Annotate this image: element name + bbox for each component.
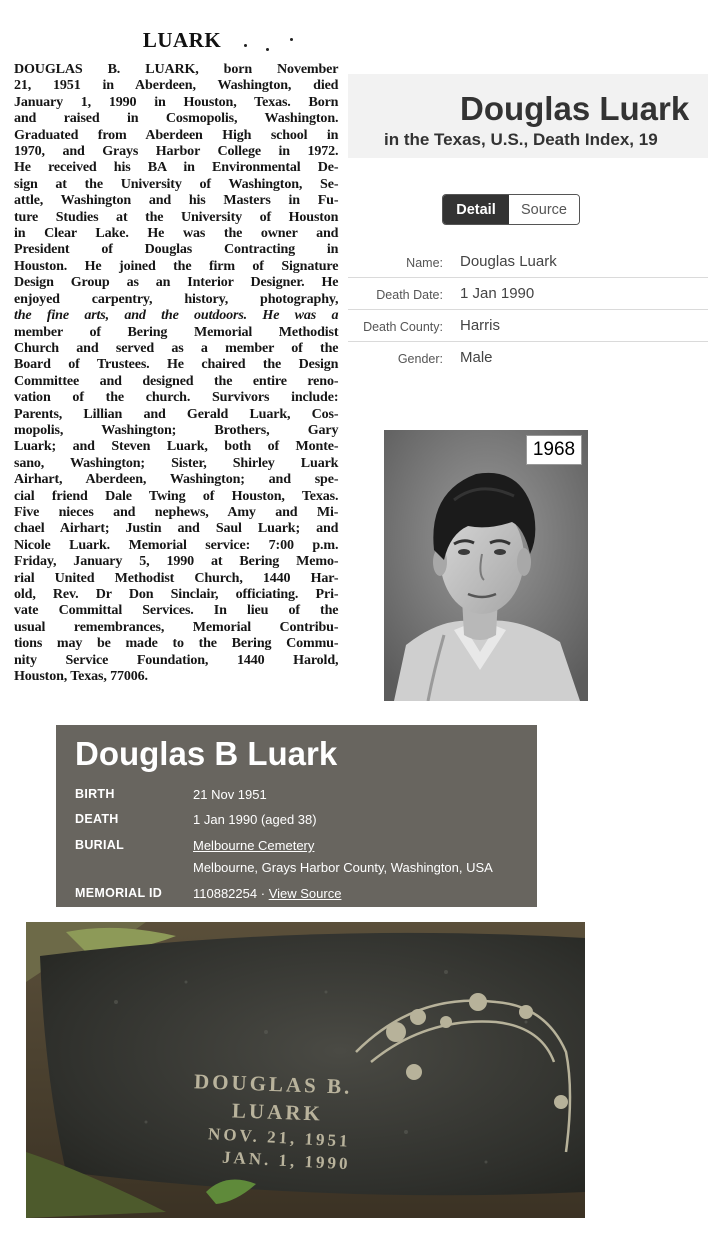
obituary-line: 1970, and Grays Harbor College in 1972.	[14, 143, 339, 159]
death-index-record	[348, 74, 708, 366]
obituary-line: Airhart, Aberdeen, Washington; and spe-	[14, 471, 339, 487]
burial-label: BURIAL	[75, 838, 125, 852]
obituary-line: Nicole Luark. Memorial service: 7:00 p.m.	[14, 536, 339, 552]
obituary-line: January 1, 1990 in Houston, Texas. Born	[14, 93, 339, 109]
inscription-line-2: LUARK	[231, 1098, 324, 1126]
field-label: Gender:	[397, 352, 443, 366]
obituary-line: old, Rev. Dr Don Sinclair, officiating. Pri-	[14, 586, 339, 601]
memorial-name: Douglas B Luark	[75, 735, 338, 772]
obituary-line: cial friend Dale Twing of Houston, Texas.	[14, 487, 339, 503]
obituary-line: He received his BA in Environmental De-	[14, 159, 339, 175]
portrait-illustration	[384, 430, 588, 701]
field-label: Death County:	[363, 320, 443, 334]
obituary-line: vation of the church. Survivors include:	[14, 389, 339, 405]
yearbook-photo	[384, 430, 588, 701]
field-value: Male	[460, 349, 493, 366]
obituary-line: attle, Washington and his Masters in Fu-	[14, 192, 339, 208]
obituary-text	[14, 61, 338, 684]
obituary-line: in Clear Lake. He was the owner and	[14, 225, 339, 241]
obituary-line: usual remembrances, Memorial Contribu-	[14, 618, 339, 634]
record-fields	[348, 246, 708, 374]
obituary-line: sano, Washington; Sister, Shirley Luark	[14, 454, 339, 470]
record-subtitle: in the Texas, U.S., Death Index, 19	[384, 130, 658, 149]
obituary-line: tions may be made to the Bering Commu-	[14, 635, 339, 651]
cemetery-link[interactable]: Melbourne Cemetery	[193, 838, 315, 853]
obituary-line: Design Group as an Interior Designer. He	[14, 274, 339, 290]
record-tabs	[442, 194, 580, 225]
obituary-line: 21, 1951 in Aberdeen, Washington, died	[14, 77, 339, 93]
obituary-line: Parents, Lillian and Gerald Luark, Cos-	[14, 405, 339, 421]
memorial-id-group	[193, 886, 341, 901]
field-row-name	[348, 246, 708, 278]
death-value: 1 Jan 1990 (aged 38)	[193, 812, 317, 827]
field-row-gender	[348, 342, 708, 374]
memorial-id-value: 110882254	[193, 886, 258, 901]
field-value: 1 Jan 1990	[460, 285, 535, 302]
obituary-line: sign at the University of Washington, Se-	[14, 175, 339, 191]
obituary-line: rial United Methodist Church, 1440 Har-	[14, 569, 339, 585]
obituary-line: Graduated from Aberdeen High school in	[14, 126, 339, 142]
obituary-line: and raised in Cosmopolis, Washington.	[14, 110, 339, 126]
inscription-line-3: NOV. 21, 1951	[207, 1124, 352, 1151]
memorial-id-label: MEMORIAL ID	[75, 886, 163, 900]
headstone-illustration	[26, 922, 585, 1218]
death-label: DEATH	[75, 812, 119, 826]
obituary-line: Church and served as a member of the	[14, 339, 339, 355]
obituary-line: Committee and designed the entire reno-	[14, 372, 339, 388]
headstone-photo	[26, 922, 585, 1218]
field-value: Harris	[460, 317, 500, 334]
obituary-line: President of Douglas Contracting in	[14, 241, 339, 257]
field-label: Death Date:	[376, 288, 443, 302]
obituary-line: Houston. He joined the firm of Signature	[14, 257, 339, 273]
obituary-line: member of Bering Memorial Methodist	[14, 323, 339, 339]
obituary-line: vate Committal Services. In lieu of the	[14, 602, 339, 618]
birth-value: 21 Nov 1951	[193, 787, 267, 802]
record-header	[348, 74, 708, 158]
field-row-death-county	[348, 310, 708, 342]
record-title: Douglas Luark	[460, 90, 690, 127]
obituary-line: enjoyed carpentry, history, photography,	[14, 290, 339, 306]
year-badge: 1968	[526, 435, 582, 465]
field-row-death-date	[348, 278, 708, 310]
obituary-line: Friday, January 5, 1990 at Bering Memo-	[14, 553, 339, 569]
view-source-link[interactable]: View Source	[268, 886, 342, 901]
newspaper-obituary	[14, 28, 339, 684]
field-label: Name:	[406, 256, 443, 270]
obituary-line: mopolis, Washington; Brothers, Gary	[14, 421, 339, 437]
obituary-line: Luark; and Steven Luark, both of Monte-	[14, 438, 339, 454]
obituary-line: Board of Trustees. He chaired the Design	[14, 356, 339, 372]
obituary-line: Five nieces and nephews, Amy and Mi-	[14, 503, 339, 519]
inscription-line-4: JAN. 1, 1990	[221, 1147, 351, 1174]
obituary-heading: LUARK	[142, 28, 222, 52]
print-specks	[242, 36, 302, 50]
obituary-line: ture Studies at the University of Houston	[14, 208, 339, 224]
obituary-line: DOUGLAS B. LUARK, born November	[14, 61, 339, 76]
obituary-line: nity Service Foundation, 1440 Harold,	[14, 651, 339, 667]
inscription-line-1: DOUGLAS B.	[193, 1069, 353, 1099]
obituary-line: chael Airhart; Justin and Saul Luark; and	[14, 520, 339, 536]
obituary-line: the fine arts, and the outdoors. He was a	[14, 307, 339, 323]
field-value: Douglas Luark	[460, 253, 557, 270]
tab-source[interactable]: Source	[509, 195, 579, 224]
memorial-card	[56, 725, 537, 907]
tab-detail[interactable]: Detail	[443, 195, 509, 224]
birth-label: BIRTH	[75, 787, 115, 801]
separator: ·	[260, 886, 266, 901]
obituary-line: Houston, Texas, 77006.	[14, 668, 148, 684]
burial-location: Melbourne, Grays Harbor County, Washington, USA	[193, 860, 493, 875]
